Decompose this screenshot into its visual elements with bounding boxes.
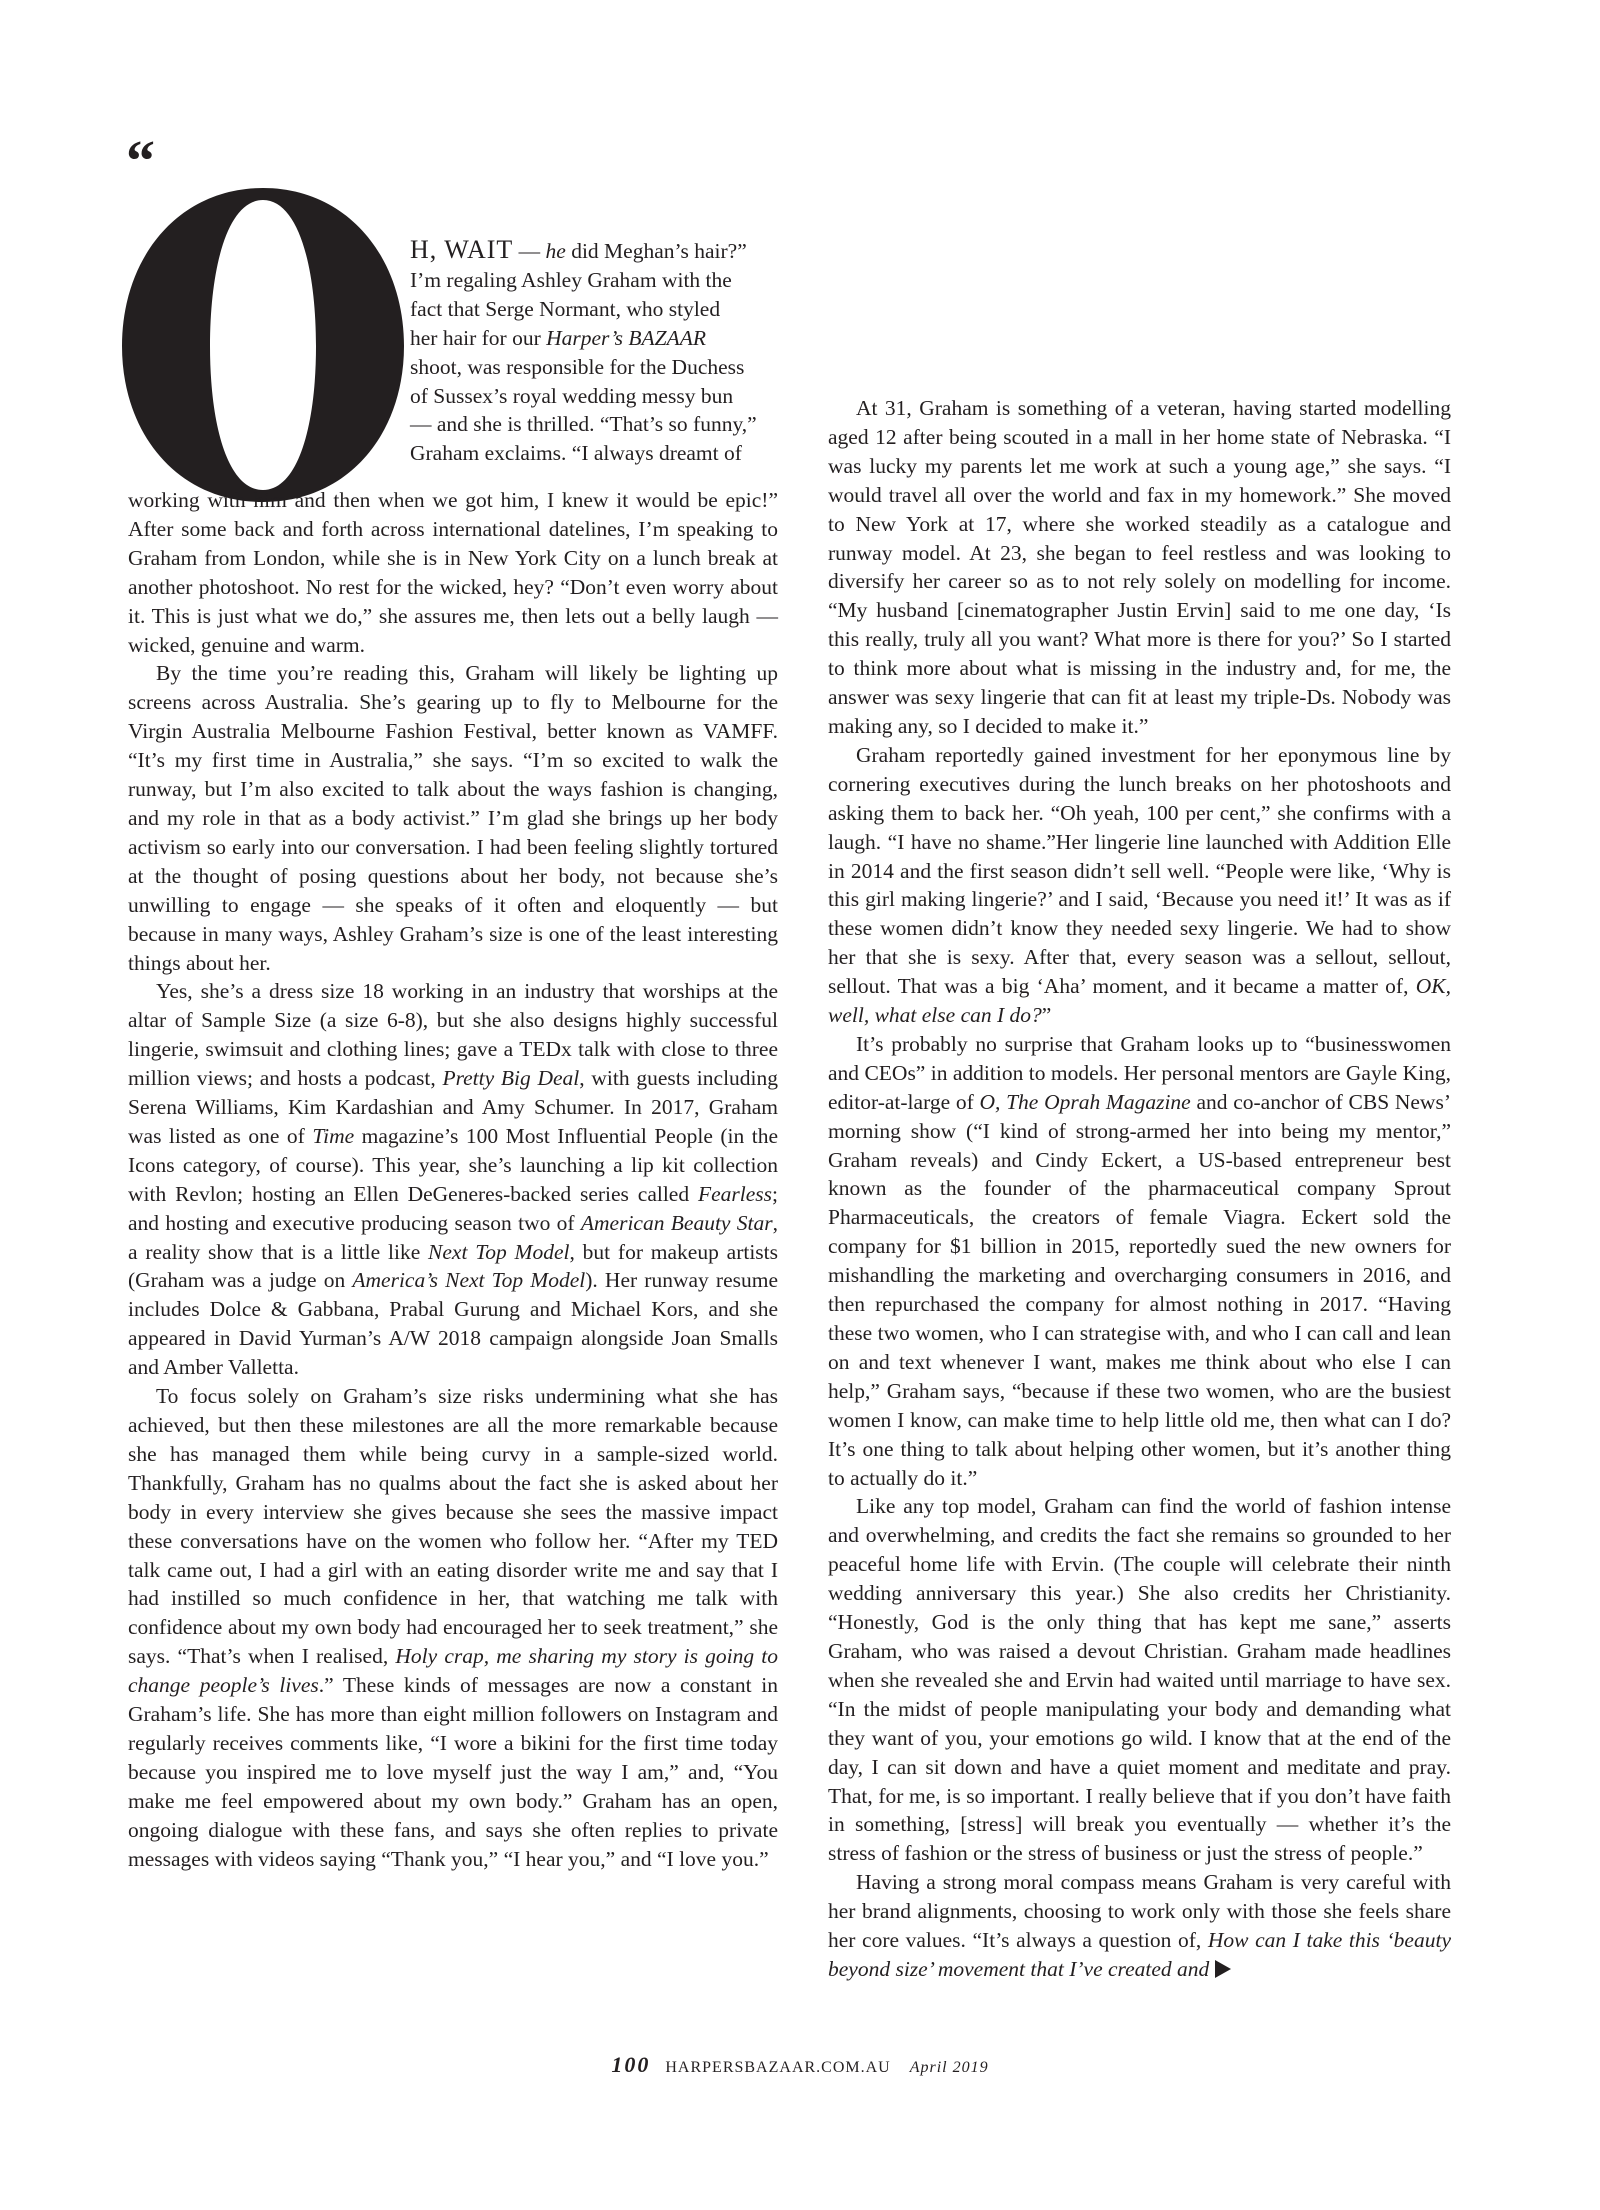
text-run: Yes, she’s a dress size 18 working in an industry that worships at the altar of Sample Size (a size 6-8), but she also designs highly successful lingerie, swimsuit and clothing lines; gave a TEDx talk with close to three million views; and hosts a podcast, — [128, 979, 778, 1091]
show-title: American Beauty Star — [580, 1210, 773, 1235]
series-title: Fearless — [697, 1181, 773, 1206]
text-run: ). Her runway resume includes Dolce & Gabbana, Prabal Gurung and Michael Kors, and she appeared in David Yurman’s A/W 2018 campaign alongside Joan Smalls and Amber Valletta. — [128, 1268, 779, 1380]
right-paragraph-2 — [828, 741, 1451, 1030]
quote-emphasis: How can I take this ‘beauty beyond size’ movement that I’ve created and — [828, 1928, 1451, 1981]
opening-line-8: Graham exclaims. “I always dreamt of — [410, 441, 742, 466]
page-footer — [0, 2052, 1600, 2078]
page-number: 100 — [611, 2052, 651, 2077]
magazine-name: Time — [312, 1123, 355, 1148]
left-paragraph-4 — [128, 1382, 778, 1873]
show-title: Next Top Model — [428, 1239, 570, 1264]
magazine-name: O, The Oprah Magazine — [979, 1089, 1191, 1114]
quote-emphasis: Holy crap, me sharing my story is going to change people’s lives — [128, 1644, 778, 1698]
text-run: and co-anchor of CBS News’ morning show (“I kind of strong-armed her into being my mentor,” Graham reveals) and Cindy Eckert, a US-based entrepreneur best known as the founder of the pharmaceutical company Sprout Pharmaceuticals, the creators of female Viagra. Eckert sold the company for $1 billion in 2015, reportedly sued the new owners for mishandling the marketing and overcharging consumers in 2016, and then repurchased the company for almost nothing in 2017. “Having these two women, who I can strategise with, and who I can call and lean on and text whenever I want, makes me think about who else I can help,” Graham says, “because if these two women, who are the busiest women I know, can make time to help little old me, then what can I do? It’s one thing to talk about helping other women, but it’s another thing to actually do it.” — [828, 1089, 1451, 1490]
text-run: Having a strong moral compass means Graham is very careful with her brand alignments, choosing to work only with those she feels share her core values. “It’s always a question of, — [828, 1870, 1451, 1953]
article-opening — [410, 236, 778, 468]
opening-line-2: I’m regaling Ashley Graham with the — [410, 267, 732, 292]
opening-line-5: shoot, was responsible for the Duchess — [410, 354, 745, 379]
lead-caps: H, WAIT — [410, 235, 514, 264]
podcast-title: Pretty Big Deal — [442, 1066, 580, 1091]
right-paragraph-4: Like any top model, Graham can find the world of fashion intense and overwhelming, and credits the fact she remains so grounded to her peaceful home life with Ervin. (The couple will celebrate their ninth wedding anniversary this year.) She also credits her Christianity. “Honestly, God is the only thing that has kept me sane,” asserts Graham, who was raised a devout Christian. Graham made headlines when she revealed she and Ervin had waited until marriage to have sex. “In the midst of people manipulating your body and demanding what they want of you, your emotions go wild. I know that at the end of the day, I can sit down and have a quiet moment and meditate and pray. That, for me, is so important. I really believe that if you don’t have faith in something, [stress] will break you eventually — whether it’s the stress of fashion or the stress of business or just the stress of people.” — [828, 1494, 1451, 1866]
opening-line-4: her hair for our — [410, 325, 547, 350]
left-paragraph-1: working with him and then when we got him, I knew it would be epic!” After some back and forth across international datelines, I’m speaking to Graham from London, while she is in New York City on a lunch break at another photoshoot. No rest for the wicked, hey? “Don’t even worry about it. This is just what we do,” she assures me, then lets out a belly laugh — wicked, genuine and warm. — [128, 488, 778, 657]
lead-emphasis: he — [545, 239, 566, 263]
left-column — [128, 486, 778, 1874]
right-paragraph-1: At 31, Graham is something of a veteran, having started modelling aged 12 after being scouted in a mall in her home state of Nebraska. “I was lucky my parents let me work at such a young age,” she says. “I would travel all over the world and fax in my homework.” She moved to New York at 17, where she worked steadily as a catalogue and runway model. At 23, she began to feel restless and was looking to diversify her career so as to not rely solely on modelling for income. “My husband [cinematographer Justin Ervin] said to me one day, ‘Is this really, truly all you want? What more is there for you?’ So I started to think more about what is missing in the industry and, for me, the answer was sexy lingerie that can fit at least my triple-Ds. Nobody was making any, so I decided to make it.” — [828, 396, 1451, 738]
left-paragraph-3 — [128, 977, 778, 1382]
text-run: magazine’s 100 Most Influential People (in the Icons category, of course). This year, she’s launching a lip kit collection with Revlon; hosting an Ellen DeGeneres-backed series called — [128, 1123, 778, 1206]
text-run: Graham reportedly gained investment for her eponymous line by cornering executives during the lunch breaks on her photoshoots and asking them to back her. “Oh yeah, 100 per cent,” she confirms with a laugh. “I have no shame.”Her lingerie line launched with Addition Elle in 2014 and the first season didn’t sell well. “People were like, ‘Why is this girl making lingerie?’ and I said, ‘Because you need it!’ It was as if these women didn’t know they needed sexy lingerie. We had to show her that she is sexy. After that, every season was a sellout, sellout, sellout. That was a big ‘Aha’ moment, and it became a matter of, — [828, 742, 1451, 999]
right-paragraph-5 — [828, 1868, 1451, 1984]
opening-line-1: did Meghan’s hair?” — [565, 239, 747, 263]
opening-line-3: fact that Serge Normant, who styled — [410, 296, 721, 321]
left-paragraph-2: By the time you’re reading this, Graham will likely be lighting up screens across Australia. She’s gearing up to fly to Melbourne for the Virgin Australia Melbourne Fashion Festival, better known as VAMFF. “It’s my first time in Australia,” she says. “I’m so excited to walk the runway, but I’m also excited to talk about the ways fashion is changing, and my role in that as a body activist.” I’m glad she brings up her body activism so early into our conversation. I had been feeling slightly tortured at the thought of posing questions about her body, not because she’s unwilling to engage — she speaks of it often and eloquently — but because in many ways, Ashley Graham’s size is one of the least interesting things about her. — [128, 661, 778, 975]
continue-arrow-icon — [1215, 1960, 1231, 1978]
opening-quote-mark: “ — [126, 128, 155, 193]
text-run: To focus solely on Graham’s size risks undermining what she has achieved, but then these milestones are all the more remarkable because she has managed them while being curvy in a sample-sized world. Thankfully, Graham has no qualms about the fact she is asked about her body in every interview she gives because she sees the massive impact these conversations have on the women who follow her. “After my TED talk came out, I had a girl with an eating disorder write me and say that I had instilled so much confidence in her, that watching me talk with confidence about my own body had encouraged her to seek treatment,” she says. “That’s when I realised, — [128, 1384, 778, 1669]
text-run: .” These kinds of messages are now a constant in Graham’s life. She has more than eight million followers on Instagram and regularly receives comments like, “I wore a bikini for the first time today because you inspired me to love myself just the way I am,” and, “You make me feel empowered about my own body.” Graham has an open, ongoing dialogue with these fans, and says she often replies to private messages with videos saying “Thank you,” “I hear you,” and “I love you.” — [128, 1673, 778, 1871]
text-run: , a reality show that is a little like — [128, 1210, 778, 1264]
text-run: ” — [1041, 1003, 1052, 1028]
opening-line-7: — and she is thrilled. “That’s so funny,” — [410, 412, 757, 437]
footer-date: April 2019 — [909, 2059, 989, 2076]
opening-line-6: of Sussex’s royal wedding messy bun — [410, 383, 734, 408]
show-title: America’s Next Top Model — [352, 1268, 586, 1293]
text-run: ; and hosting and executive producing season two of — [128, 1181, 778, 1235]
right-paragraph-3 — [828, 1030, 1451, 1493]
text-run: , but for makeup artists (Graham was a judge on — [128, 1239, 779, 1293]
drop-capital-o — [118, 186, 408, 504]
lead-dash: — — [513, 239, 546, 263]
right-column — [828, 394, 1451, 1984]
magazine-title: Harper’s BAZAAR — [546, 325, 706, 350]
text-run: It’s probably no surprise that Graham looks up to “businesswomen and CEOs” in addition to models. Her personal mentors are Gayle King, editor-at-large of — [828, 1031, 1451, 1114]
footer-site: HARPERSBAZAAR.COM.AU — [665, 2059, 891, 2076]
text-run: , with guests including Serena Williams, Kim Kardashian and Amy Schumer. In 2017, Graham was listed as one of — [128, 1066, 779, 1148]
quote-emphasis: OK, well, what else can I do? — [828, 974, 1451, 1028]
